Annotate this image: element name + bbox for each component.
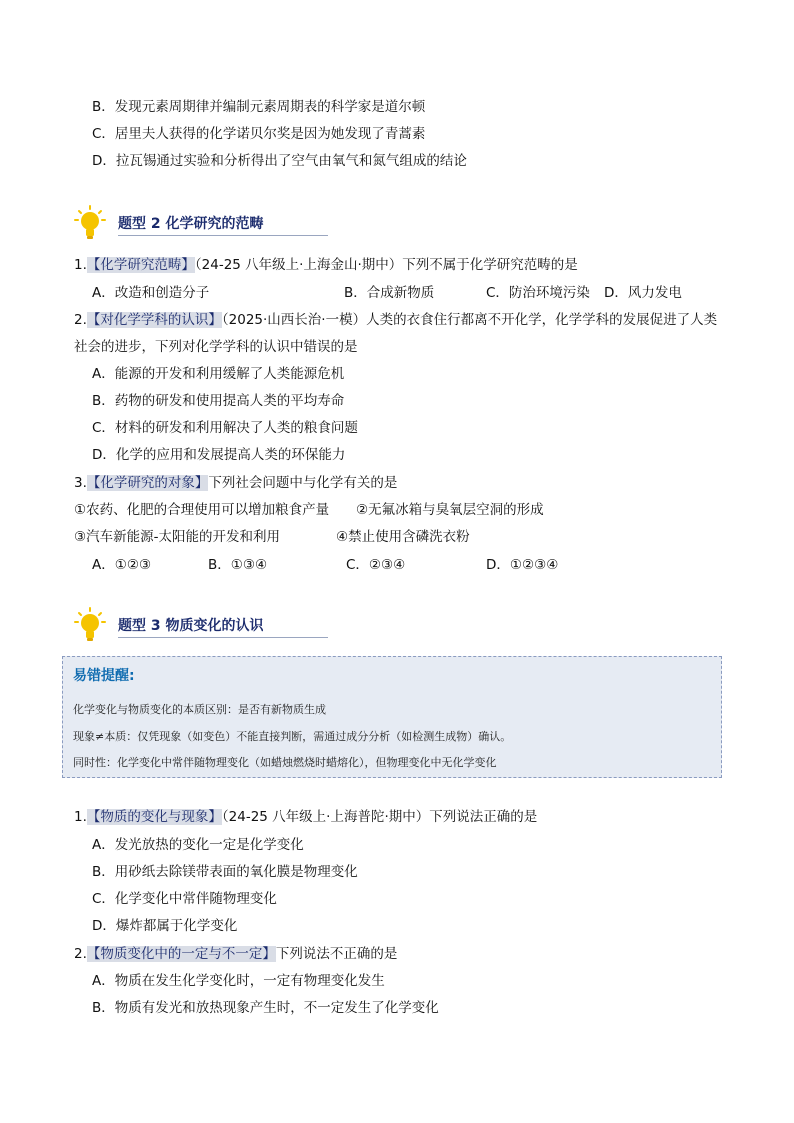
question xyxy=(74,471,397,491)
option-d: D．风力发电 xyxy=(604,285,682,301)
option-a: A．物质在发生化学变化时，一定有物理变化发生 xyxy=(92,973,385,989)
question xyxy=(74,253,578,273)
section-title: 题型 3 物质变化的认识 xyxy=(118,618,264,634)
divider xyxy=(118,637,328,638)
option-b: B．药物的研发和使用提高人类的平均寿命 xyxy=(92,393,345,409)
option-b: B．发现元素周期律并编制元素周期表的科学家是道尔顿 xyxy=(92,99,426,115)
question xyxy=(74,942,397,962)
option-d: D．化学的应用和发展提高人类的环保能力 xyxy=(92,447,346,463)
statement-item: ①农药、化肥的合理使用可以增加粮食产量 xyxy=(74,502,330,518)
question-number: 2. xyxy=(74,946,87,962)
question xyxy=(74,805,537,825)
lightbulb-icon xyxy=(74,607,106,643)
question-number: 2. xyxy=(74,312,87,328)
option-a: A．发光放热的变化一定是化学变化 xyxy=(92,837,304,853)
option-c: C．化学变化中常伴随物理变化 xyxy=(92,891,277,907)
statement-item: ②无氟冰箱与臭氧层空洞的形成 xyxy=(356,502,544,518)
option-c: C．防治环境污染 xyxy=(486,285,590,301)
option-a: A．①②③ xyxy=(92,557,152,573)
option-b: B．①③④ xyxy=(208,557,268,573)
topic-tag: 【化学研究的对象】 xyxy=(86,475,209,491)
question-text: （24-25 八年级上·上海普陀·期中）下列说法正确的是 xyxy=(221,809,538,825)
question-text-cont: 社会的进步，下列对化学学科的认识中错误的是 xyxy=(74,339,358,355)
topic-tag: 【物质变化中的一定与不一定】 xyxy=(86,946,276,962)
reminder-line: 现象≠本质：仅凭现象（如变色）不能直接判断，需通过成分分析（如检测生成物）确认。 xyxy=(73,730,512,743)
option-d: D．爆炸都属于化学变化 xyxy=(92,918,238,934)
option-d: D．拉瓦锡通过实验和分析得出了空气由氧气和氮气组成的结论 xyxy=(92,153,467,169)
question-number: 1. xyxy=(74,809,87,825)
section-title: 题型 2 化学研究的范畴 xyxy=(118,216,264,232)
question-text: 下列说法不正确的是 xyxy=(275,946,398,962)
reminder-line: 同时性：化学变化中常伴随物理变化（如蜡烛燃烧时蜡熔化），但物理变化中无化学变化 xyxy=(73,756,497,769)
option-a: A．改造和创造分子 xyxy=(92,285,210,301)
error-reminder-box xyxy=(62,656,722,778)
topic-tag: 【对化学学科的认识】 xyxy=(86,312,222,328)
statement-item: ③汽车新能源-太阳能的开发和利用 xyxy=(74,529,280,545)
lightbulb-icon xyxy=(74,205,106,241)
question-number: 3. xyxy=(74,475,87,491)
option-b: B．用砂纸去除镁带表面的氧化膜是物理变化 xyxy=(92,864,358,880)
statement-item: ④禁止使用含磷洗衣粉 xyxy=(336,529,470,545)
reminder-line: 化学变化与物质变化的本质区别：是否有新物质生成 xyxy=(73,703,326,716)
option-c: C．②③④ xyxy=(346,557,406,573)
option-d: D．①②③④ xyxy=(486,557,559,573)
topic-tag: 【化学研究范畴】 xyxy=(86,257,195,273)
section-header-2 xyxy=(74,205,734,241)
divider xyxy=(118,235,328,236)
question-number: 1. xyxy=(74,257,87,273)
question-text: （2025·山西长治·一模）人类的衣食住行都离不开化学，化学学科的发展促进了人类 xyxy=(221,312,718,328)
reminder-title: 易错提醒: xyxy=(73,668,135,684)
option-b: B．物质有发光和放热现象产生时，不一定发生了化学变化 xyxy=(92,1000,439,1016)
topic-tag: 【物质的变化与现象】 xyxy=(86,809,222,825)
option-c: C．居里夫人获得的化学诺贝尔奖是因为她发现了青蒿素 xyxy=(92,126,426,142)
option-a: A．能源的开发和利用缓解了人类能源危机 xyxy=(92,366,345,382)
question xyxy=(74,308,717,328)
option-b: B．合成新物质 xyxy=(344,285,435,301)
section-header-3 xyxy=(74,607,734,643)
question-text: （24-25 八年级上·上海金山·期中）下列不属于化学研究范畴的是 xyxy=(194,257,578,273)
question-text: 下列社会问题中与化学有关的是 xyxy=(208,475,398,491)
option-c: C．材料的研发和利用解决了人类的粮食问题 xyxy=(92,420,358,436)
